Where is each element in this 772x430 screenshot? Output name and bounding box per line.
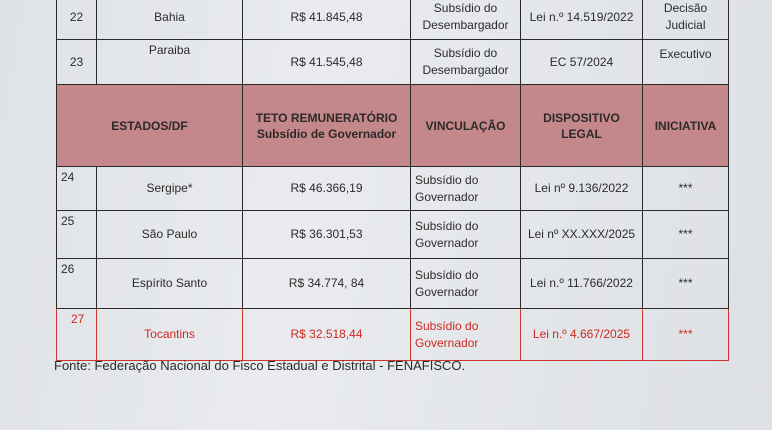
law-cell: EC 57/2024	[521, 40, 643, 85]
header-vinculacao: VINCULAÇÃO	[411, 85, 521, 167]
row-number: 24	[57, 167, 97, 211]
law-cell: Lei n.º 4.667/2025	[521, 309, 643, 361]
initiative-cell: ***	[643, 259, 729, 309]
law-cell: Lei n.º 11.766/2022	[521, 259, 643, 309]
initiative-cell: ***	[643, 211, 729, 259]
header-teto-title: TETO REMUNERATÓRIO	[255, 110, 398, 125]
state-cell: Tocantins	[97, 309, 243, 361]
law-cell: Lei n.º 14.519/2022	[521, 0, 643, 40]
table-row	[57, 259, 729, 309]
link-cell: Subsídio do Governador	[411, 309, 521, 361]
header-iniciativa: INICIATIVA	[643, 85, 729, 167]
table-row-highlight	[57, 309, 729, 361]
value-cell: R$ 32.518,44	[243, 309, 411, 361]
row-number: 23	[57, 40, 97, 85]
header-states: ESTADOS/DF	[57, 85, 243, 167]
value-cell: R$ 36.301,53	[243, 211, 411, 259]
state-cell: Paraiba	[97, 40, 243, 85]
value-cell: R$ 34.774, 84	[243, 259, 411, 309]
table-row	[57, 211, 729, 259]
table-header-row	[57, 85, 729, 167]
link-cell: Subsídio do Governador	[411, 167, 521, 211]
row-number: 22	[57, 0, 97, 40]
header-teto	[243, 85, 411, 167]
value-cell: R$ 41.545,48	[243, 40, 411, 85]
state-cell: Bahia	[97, 0, 243, 40]
initiative-cell: ***	[643, 309, 729, 361]
link-cell: Subsídio do Governador	[411, 259, 521, 309]
initiative-cell: ***	[643, 167, 729, 211]
row-number: 26	[57, 259, 97, 309]
table-row	[57, 167, 729, 211]
initiative-cell: Decisão Judicial	[643, 0, 729, 40]
law-cell: Lei nº 9.136/2022	[521, 167, 643, 211]
row-number: 25	[57, 211, 97, 259]
link-cell: Subsídio do Desembargador	[411, 0, 521, 40]
header-teto-sub: Subsídio de Governador	[256, 126, 397, 141]
law-cell: Lei nº XX.XXX/2025	[521, 211, 643, 259]
value-cell: R$ 41.845,48	[243, 0, 411, 40]
source-note: Fonte: Federação Nacional do Fisco Estadual e Distrital - FENAFISCO.	[54, 358, 466, 373]
state-cell: Espírito Santo	[97, 259, 243, 309]
state-cell: Sergipe*	[97, 167, 243, 211]
table-row	[57, 0, 729, 40]
header-dispositivo: DISPOSITIVO LEGAL	[521, 85, 643, 167]
table-row	[57, 40, 729, 85]
link-cell: Subsídio do Desembargador	[411, 40, 521, 85]
salary-table	[56, 0, 729, 361]
row-number: 27	[57, 309, 97, 361]
value-cell: R$ 46.366,19	[243, 167, 411, 211]
state-cell: São Paulo	[97, 211, 243, 259]
initiative-cell: Executivo	[643, 40, 729, 85]
link-cell: Subsídio do Governador	[411, 211, 521, 259]
